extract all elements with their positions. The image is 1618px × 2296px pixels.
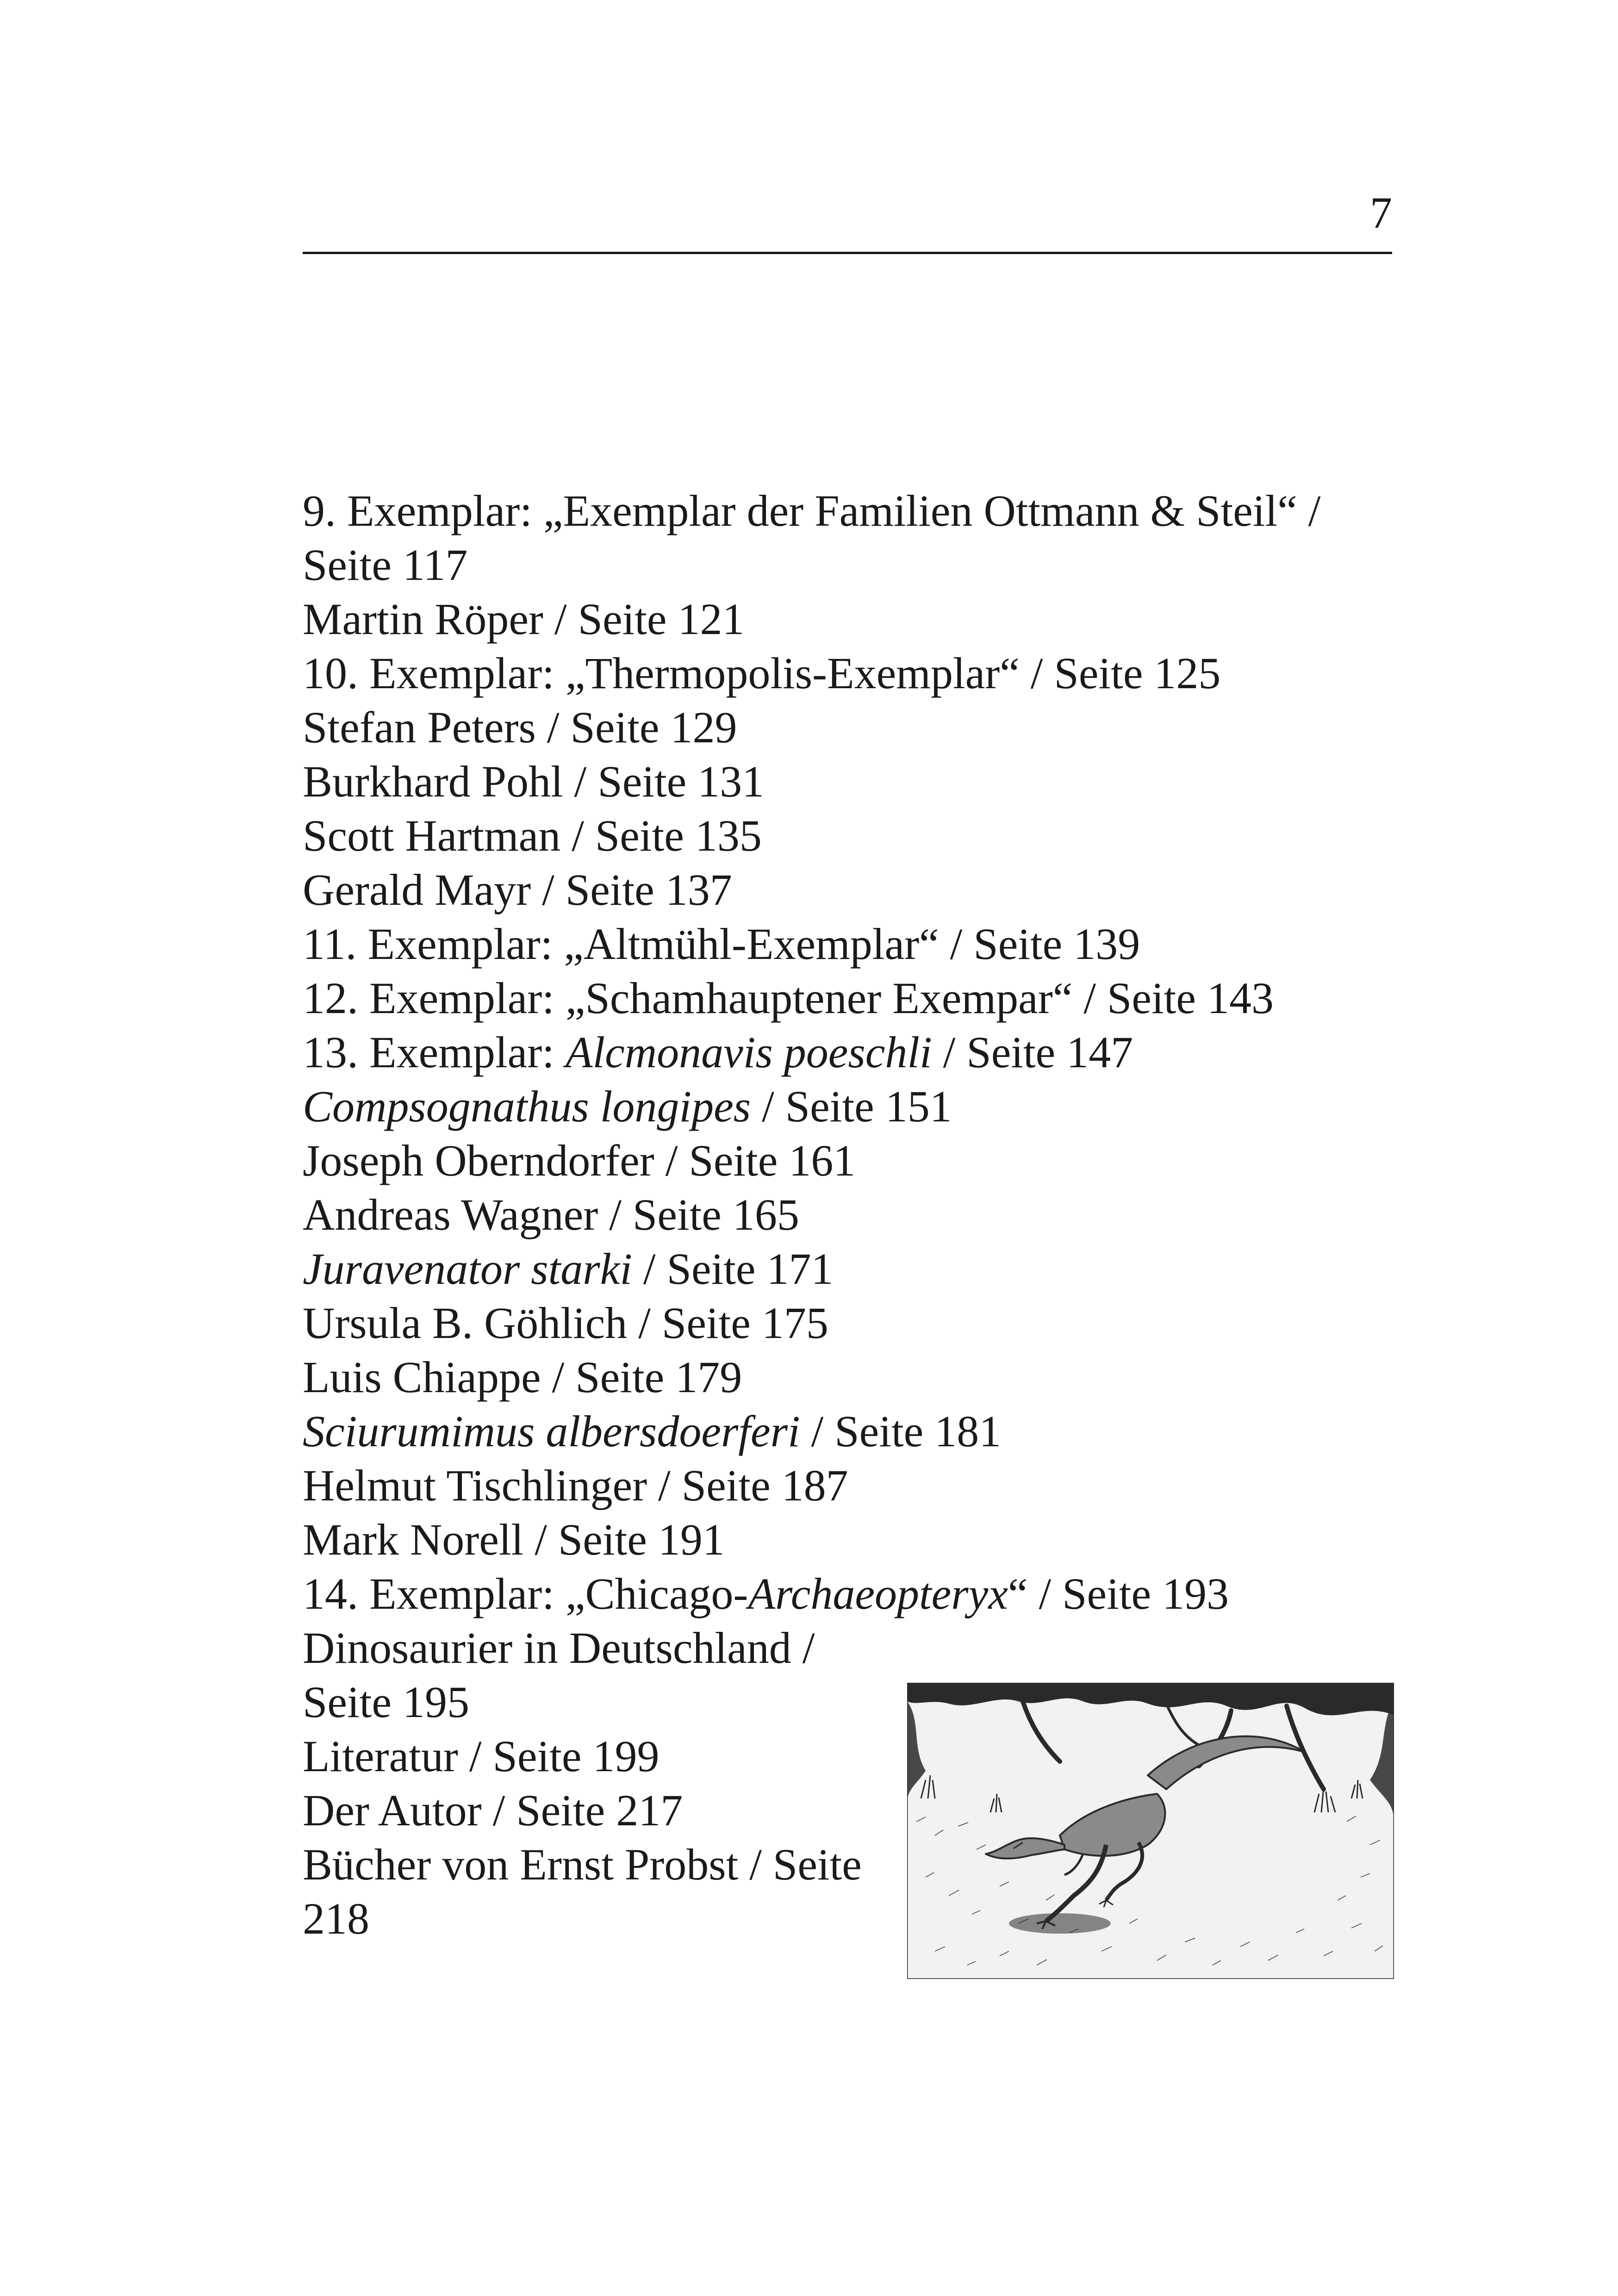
header-rule [303,252,1392,254]
toc-entry: 14. Exemplar: „Chicago-Archaeopteryx“ / Seite 193 [303,1569,1229,1618]
toc-entry: Helmut Tischlinger / Seite 187 [303,1461,848,1510]
toc-entry: Literatur / Seite 199 [303,1731,660,1781]
dinosaur-shadow [1009,1913,1111,1934]
toc-entry: Sciurumimus albersdoerferi / Seite 181 [303,1406,1002,1456]
toc-entry: Juravenator starki / Seite 171 [303,1244,834,1294]
toc-entry: Der Autor / Seite 217 [303,1786,683,1835]
toc-entry: 11. Exemplar: „Altmühl-Exemplar“ / Seite 139 [303,919,1140,969]
toc-entry: Stefan Peters / Seite 129 [303,703,737,752]
species-name: Compsognathus longipes [303,1082,751,1131]
species-name: Sciurumimus albersdoerferi [303,1406,800,1456]
toc-entry: Dinosaurier in Deutschland / Seite 195 [303,1623,815,1727]
toc-entry: Burkhard Pohl / Seite 131 [303,757,765,806]
toc-entry: 9. Exemplar: „Exemplar der Familien Ottmann & Steil“ / Seite 117 [303,486,1321,590]
toc-entry: Compsognathus longipes / Seite 151 [303,1082,952,1131]
dinosaur-illustration [907,1683,1394,1979]
toc-entry: 10. Exemplar: „Thermopolis-Exemplar“ / Seite 125 [303,648,1221,698]
toc-entry: Andreas Wagner / Seite 165 [303,1190,799,1239]
genus-name: Archaeopteryx [748,1569,1008,1618]
toc-entry: Bücher von Ernst Probst / Seite 218 [303,1840,862,1943]
toc-entry: 12. Exemplar: „Schamhauptener Exempar“ / Seite 143 [303,973,1274,1023]
toc-entry: Gerald Mayr / Seite 137 [303,865,732,915]
toc-entry: Mark Norell / Seite 191 [303,1515,725,1564]
toc-entry: Joseph Oberndorfer / Seite 161 [303,1136,856,1185]
toc-entry: Scott Hartman / Seite 135 [303,811,762,860]
toc-entry: Martin Röper / Seite 121 [303,594,745,644]
page-number: 7 [1370,188,1392,237]
toc-entry: 13. Exemplar: Alcmonavis poeschli / Seite 147 [303,1027,1133,1077]
toc-entry: Ursula B. Göhlich / Seite 175 [303,1298,828,1348]
species-name: Alcmonavis poeschli [565,1027,932,1077]
species-name: Juravenator starki [303,1244,632,1294]
toc-entry: Luis Chiappe / Seite 179 [303,1352,742,1402]
